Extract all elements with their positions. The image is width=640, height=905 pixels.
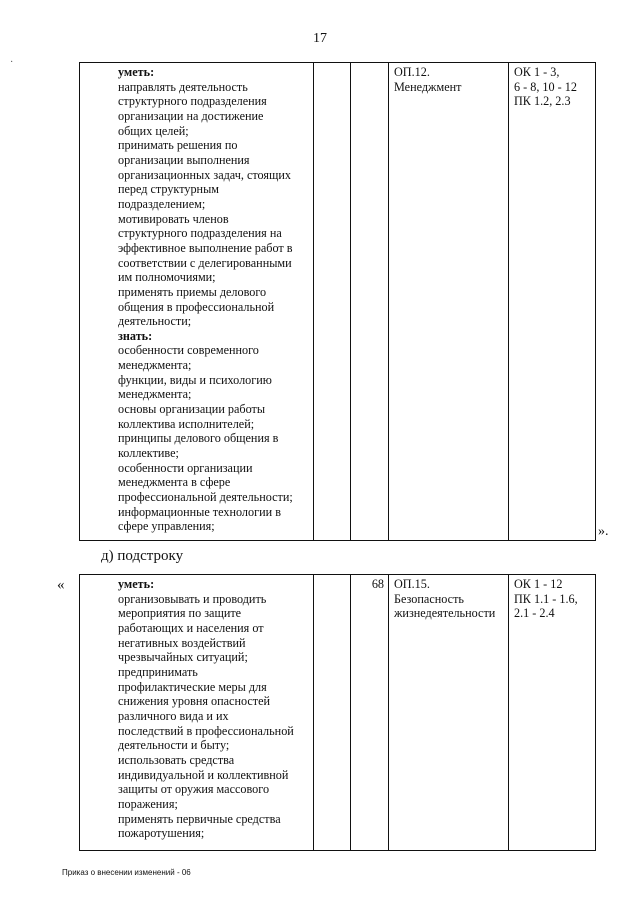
skill-line: применять первичные средства — [118, 811, 281, 826]
skill-line: перед структурным — [118, 182, 219, 197]
knowledge-line: принципы делового общения в — [118, 431, 279, 446]
knowledge-line: функции, виды и психологию — [118, 372, 272, 387]
skill-line: деятельности и быту; — [118, 738, 230, 753]
discipline-line: ОП.15. — [394, 577, 430, 591]
knowledge-line: особенности организации — [118, 460, 253, 475]
knowledge-line: особенности современного — [118, 343, 259, 358]
skill-line: общих целей; — [118, 123, 189, 138]
skill-line: подразделением; — [118, 196, 206, 211]
skill-line: работающих и населения от — [118, 620, 264, 635]
skills-header: уметь: — [118, 577, 155, 591]
discipline-cell — [389, 63, 509, 541]
competency-line: 6 - 8, 10 - 12 — [514, 79, 577, 94]
opening-quote: « — [57, 577, 65, 593]
empty-cell — [314, 575, 351, 851]
competency-line: ОК 1 - 12 — [514, 577, 563, 591]
knowledge-header: знать: — [118, 328, 153, 343]
knowledge-line: менеджмента; — [118, 358, 192, 373]
knowledge-line: информационные технологии в — [118, 504, 281, 519]
skill-line: соответствии с делегированными — [118, 255, 292, 270]
discipline-cell — [389, 575, 509, 851]
hours-cell — [351, 63, 389, 541]
competency-lines — [514, 577, 590, 621]
knowledge-line: коллективе; — [118, 446, 179, 461]
corner-mark: · — [10, 57, 14, 68]
closing-quote: ». — [598, 524, 609, 539]
skill-line: организации выполнения — [118, 152, 250, 167]
skill-line: индивидуальной и коллективной — [118, 767, 289, 782]
competency-line: ПК 1.1 - 1.6, — [514, 591, 578, 606]
skill-line: мероприятия по защите — [118, 606, 242, 621]
skill-line: различного вида и их — [118, 708, 229, 723]
skill-line: структурного подразделения — [118, 94, 267, 109]
skills-list — [118, 80, 310, 329]
table-op15 — [79, 574, 596, 851]
skill-line: организовывать и проводить — [118, 591, 267, 606]
skill-line: последствий в профессиональной — [118, 723, 294, 738]
skills-list — [118, 592, 310, 841]
discipline-line: Безопасность — [394, 591, 464, 606]
skill-line: поражения; — [118, 796, 178, 811]
skill-line: негативных воздействий — [118, 635, 246, 650]
knowledge-line: основы организации работы — [118, 402, 266, 417]
skill-line: структурного подразделения на — [118, 226, 282, 241]
hours-cell: 68 — [351, 575, 389, 851]
skill-line: принимать решения по — [118, 138, 238, 153]
competencies-cell — [509, 575, 596, 851]
subheading: д) подстроку — [101, 548, 184, 564]
skill-line: направлять деятельность — [118, 79, 248, 94]
competencies-cell — [509, 63, 596, 541]
discipline-line: жизнедеятельности — [394, 606, 496, 621]
discipline-line: Менеджмент — [394, 79, 462, 94]
empty-cell — [314, 63, 351, 541]
discipline-line: ОП.12. — [394, 65, 430, 79]
page-number: 17 — [313, 31, 327, 46]
knowledge-line: сфере управления; — [118, 519, 215, 534]
knowledge-line: менеджмента в сфере — [118, 475, 231, 490]
table-op12 — [79, 62, 596, 541]
skills-header: уметь: — [118, 65, 155, 79]
competency-line: 2.1 - 2.4 — [514, 606, 555, 621]
skill-line: им полномочиями; — [118, 270, 216, 285]
skill-line: организации на достижение — [118, 108, 264, 123]
skill-line: общения в профессиональной — [118, 299, 275, 314]
skill-line: защиты от оружия массового — [118, 782, 270, 797]
skill-line: использовать средства — [118, 752, 235, 767]
skill-line: снижения уровня опасностей — [118, 694, 271, 709]
skill-line: пожаротушения; — [118, 826, 205, 841]
skill-line: эффективное выполнение работ в — [118, 240, 293, 255]
skills-knowledge-cell — [80, 63, 314, 541]
knowledge-line: менеджмента; — [118, 387, 192, 402]
discipline-lines — [394, 65, 503, 94]
knowledge-line: коллектива исполнителей; — [118, 416, 255, 431]
skill-line: применять приемы делового — [118, 284, 267, 299]
skill-line: предпринимать — [118, 664, 198, 679]
competency-lines — [514, 65, 590, 109]
skill-line: организационных задач, стоящих — [118, 167, 291, 182]
skill-line: профилактические меры для — [118, 679, 267, 694]
skill-line: деятельности; — [118, 314, 192, 329]
discipline-lines — [394, 577, 503, 621]
competency-line: ПК 1.2, 2.3 — [514, 94, 571, 109]
skill-line: мотивировать членов — [118, 211, 229, 226]
skills-cell — [80, 575, 314, 851]
knowledge-list — [118, 343, 310, 534]
skill-line: чрезвычайных ситуаций; — [118, 650, 248, 665]
competency-line: ОК 1 - 3, — [514, 65, 560, 79]
knowledge-line: профессиональной деятельности; — [118, 490, 293, 505]
footer-note: Приказ о внесении изменений - 06 — [62, 868, 191, 877]
